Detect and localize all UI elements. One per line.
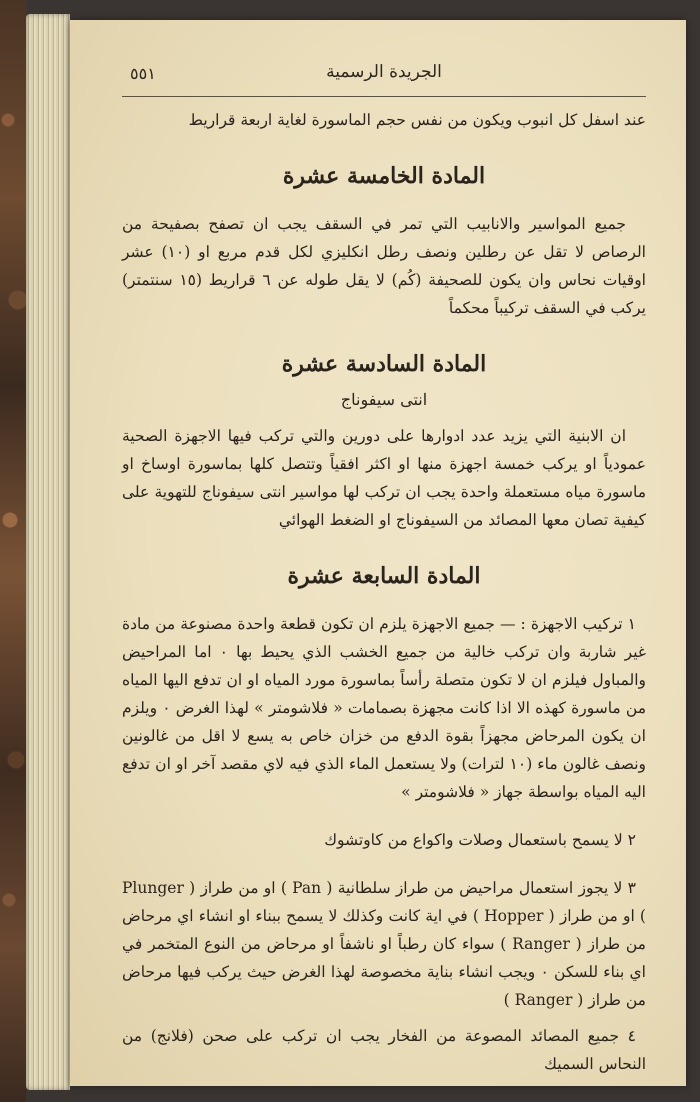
article-16-heading: المادة السادسة عشرة: [281, 351, 487, 377]
page-header: [122, 56, 646, 97]
article-16-text: ان الابنية التي يزيد عدد ادوارها على دورين والتي تركب فيها الاجهزة الصحية عمودياً او يركب خمسة اجهزة منها او اكثر افقياً وتتصل كلها بماسورة اوساخ او ماسورة مياه مستعملة واحدة يجب ان تركب لها مواسير انتى سيفوناج للتهوية على كيفية تصان معها المصائد من السيفوناج او الضغط الهوائي: [122, 427, 646, 529]
page-number: ٥٥١: [130, 64, 156, 83]
running-title: الجريدة الرسمية: [326, 62, 442, 82]
article-17-item-3: ٣ لا يجوز استعمال مراحيض من طراز سلطانية ( Pan ) او من طراز ( Plunger ) او من طراز ( Hopper ) في اية كانت وكذلك لا يسمح ببناء او انشاء اي مرحاض من طراز ( Ranger ) سواء كان رطباً او ناشفاً او مرحاض من النوع المتخمر في اي بناء للسكن ٠ ويجب انشاء بناية مخصوصة لهذا الغرض حيث يركب فيها مرحاض من طراز ( Ranger ): [122, 879, 646, 1009]
body-text: [122, 106, 646, 1078]
page: [70, 20, 686, 1086]
article-17-item-1: ١ تركيب الاجهزة : — جميع الاجهزة يلزم ان تكون قطعة واحدة مصنوعة من مادة غير شاربة وان تركب خالية من جميع الخشب الذي يحيط بها ٠ اما المراحيض والمباول فيلزم ان لا تكون متصلة رأساً بماسورة مورد المياه او ان تدفع اليها المياه من ماسورة كهذه الا اذا كانت مجهزة بصمامات « فلاشومتر » لهذا الغرض ٠ ويلزم ان يكون المرحاض مجهزاً بقوة الدفع من خزان خاص به يسع لا اقل من غالونين ونصف غالون ماء (١٠ لترات) ولا يستعمل الماء الذي فيه لاي مقصد آخر او ان تدفع اليه المياه بواسطة جهاز « فلاشومتر »: [122, 615, 646, 801]
article-17-item-4: ٤ جميع المصائد المصوعة من الفخار يجب ان تركب على صحن (فلانج) من النحاس السميك: [122, 1027, 646, 1073]
page-edges: [26, 14, 70, 1090]
article-15-heading: المادة الخامسة عشرة: [282, 163, 486, 189]
article-16-subheading: انتى سيفوناج: [340, 390, 428, 409]
article-17-item-2: ٢ لا يسمح باستعمال وصلات واكواع من كاوتشوك: [324, 831, 636, 849]
intro-line: عند اسفل كل انبوب ويكون من نفس حجم الماسورة لغاية اربعة قراريط: [188, 111, 646, 129]
article-17-heading: المادة السابعة عشرة: [287, 563, 481, 589]
article-15-text: جميع المواسير والانابيب التي تمر في السقف يجب ان تصفح بصفيحة من الرصاص لا تقل عن رطلين ونصف رطل انكليزي لكل قدم مربع او (١٠) عشر اوقيات نحاس وان يكون للصحيفة (كُم) لا يقل طوله عن ٦ قراريط (١٥ سنتمتر) يركب في السقف تركيباً محكماً: [122, 215, 646, 317]
book-binding: [0, 0, 26, 1102]
